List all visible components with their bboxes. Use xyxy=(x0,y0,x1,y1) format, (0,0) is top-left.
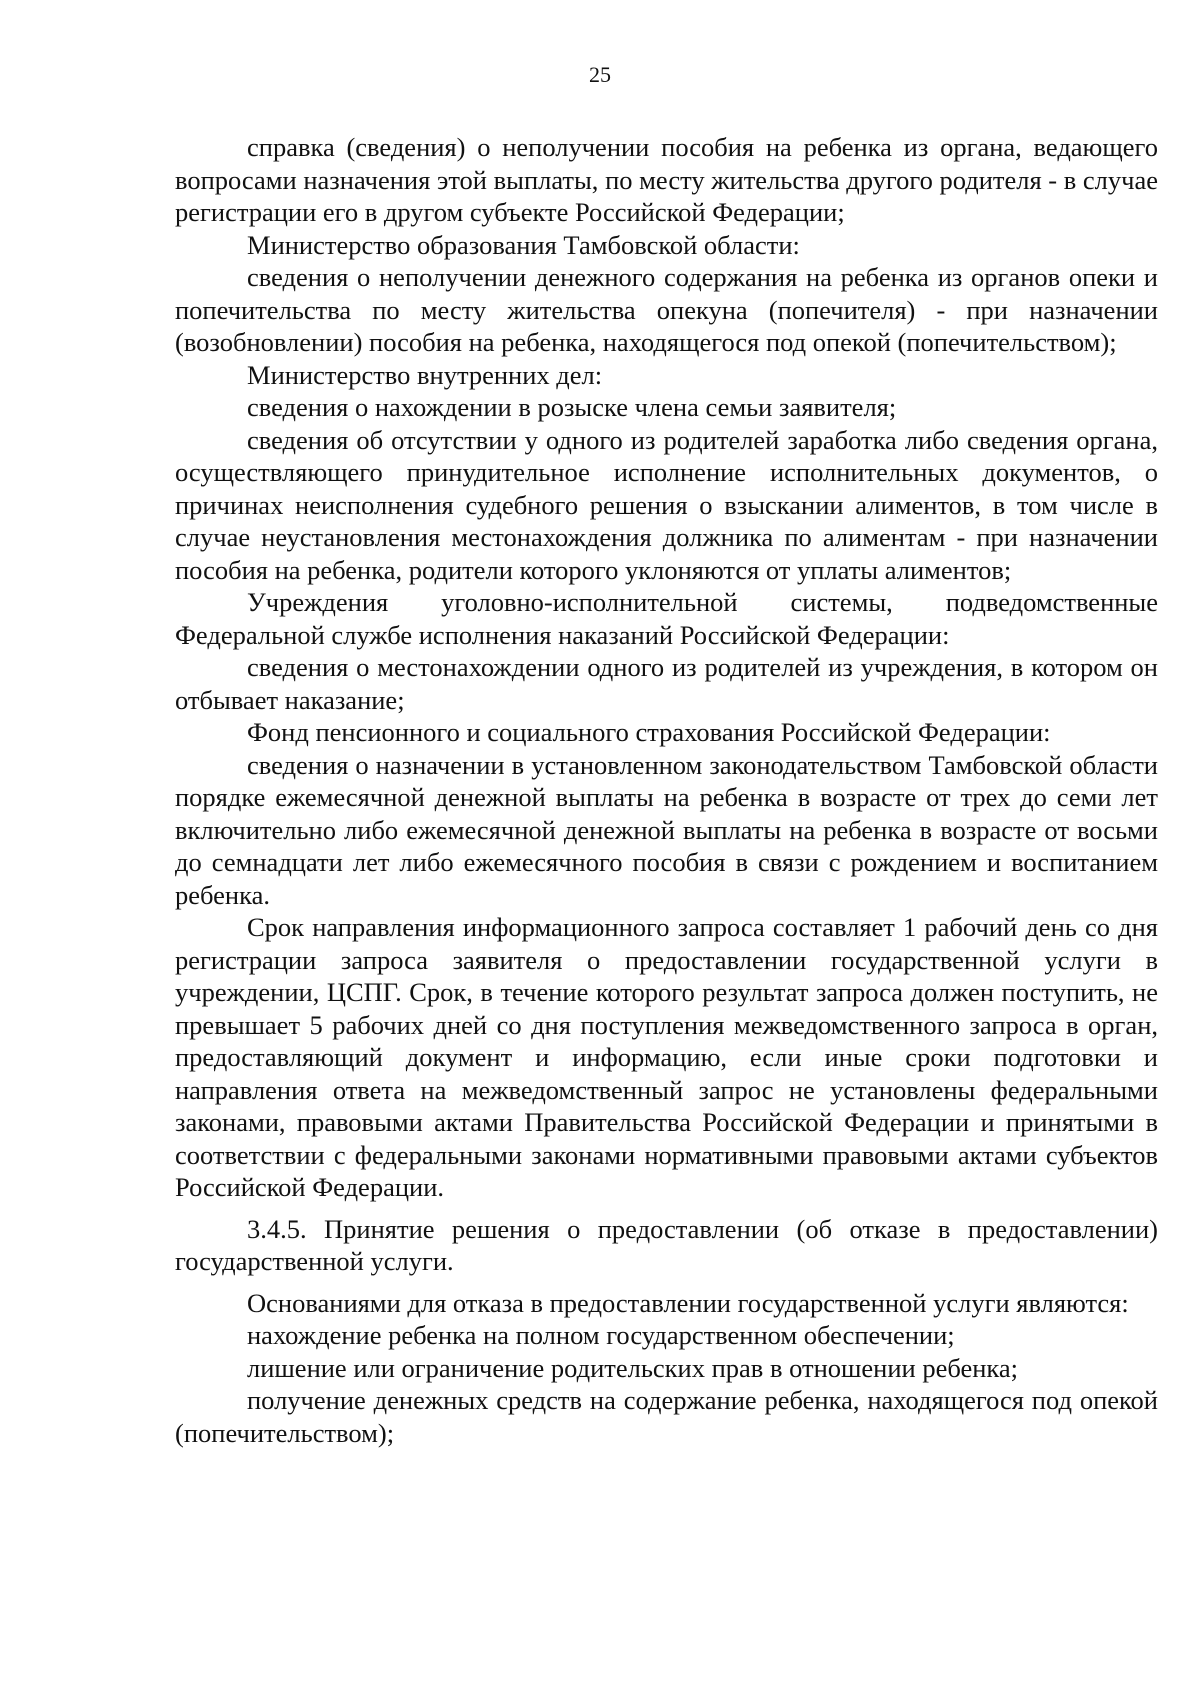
paragraph: Министерство внутренних дел: xyxy=(247,359,603,390)
paragraph: Учреждения уголовно-исполнительной системы, подведомственные Федеральной службе исполнения наказаний Российской Федерации: xyxy=(175,587,1158,650)
section-heading: 3.4.5. Принятие решения о предоставлении (об отказе в предоставлении) государственной услуги. xyxy=(175,1213,1158,1276)
paragraph: сведения о неполучении денежного содержания на ребенка из органов опеки и попечительства по месту жительства опекуна (попечителя) - при назначении (возобновлении) пособия на ребенка, находящегося под опекой (попечительством); xyxy=(175,262,1158,357)
paragraph: нахождение ребенка на полном государственном обеспечении; xyxy=(247,1320,955,1350)
paragraph: сведения о местонахождении одного из родителей из учреждения, в котором он отбывает наказание; xyxy=(175,652,1158,715)
paragraph: получение денежных средств на содержание ребенка, находящегося под опекой (попечительством); xyxy=(175,1385,1158,1448)
paragraph: Основаниями для отказа в предоставлении государственной услуги являются: xyxy=(247,1287,1129,1318)
paragraph: Фонд пенсионного и социального страхования Российской Федерации: xyxy=(247,717,1051,747)
document-body xyxy=(175,131,1158,1449)
paragraph: Министерство образования Тамбовской области: xyxy=(247,229,800,260)
paragraph: справка (сведения) о неполучении пособия на ребенка из органа, ведающего вопросами назначения этой выплаты, по месту жительства другого родителя - в случае регистрации его в другом субъекте Российской Федерации; xyxy=(175,132,1158,227)
paragraph: сведения об отсутствии у одного из родителей заработка либо сведения органа, осуществляющего принудительное исполнение исполнительных документов, о причинах неисполнения судебного решения о взыскании алиментов, в том числе в случае неустановления местонахождения должника по алиментам - при назначении пособия на ребенка, родители которого уклоняются от уплаты алиментов; xyxy=(175,424,1158,585)
paragraph: Срок направления информационного запроса составляет 1 рабочий день со дня регистрации запроса заявителя о предоставлении государственной услуги в учреждении, ЦСПГ. Срок, в течение которого результат запроса должен поступить, не превышает 5 рабочих дней со дня поступления межведомственного запроса в орган, предоставляющий документ и информацию, если иные сроки подготовки и направления ответа на межведомственный запрос не установлены федеральными законами, правовыми актами Правительства Российской Федерации и принятыми в соответствии с федеральными законами нормативными правовыми актами субъектов Российской Федерации. xyxy=(175,912,1158,1202)
paragraph: сведения о назначении в установленном законодательством Тамбовской области порядке ежемесячной денежной выплаты на ребенка в возрасте от трех до семи лет включительно либо ежемесячной денежной выплаты на ребенка в возрасте от восьми до семнадцати лет либо ежемесячного пособия в связи с рождением и воспитанием ребенка. xyxy=(175,749,1158,910)
paragraph: сведения о нахождении в розыске члена семьи заявителя; xyxy=(247,392,897,422)
paragraph: лишение или ограничение родительских прав в отношении ребенка; xyxy=(247,1352,1019,1383)
page-number: 25 xyxy=(589,62,611,87)
